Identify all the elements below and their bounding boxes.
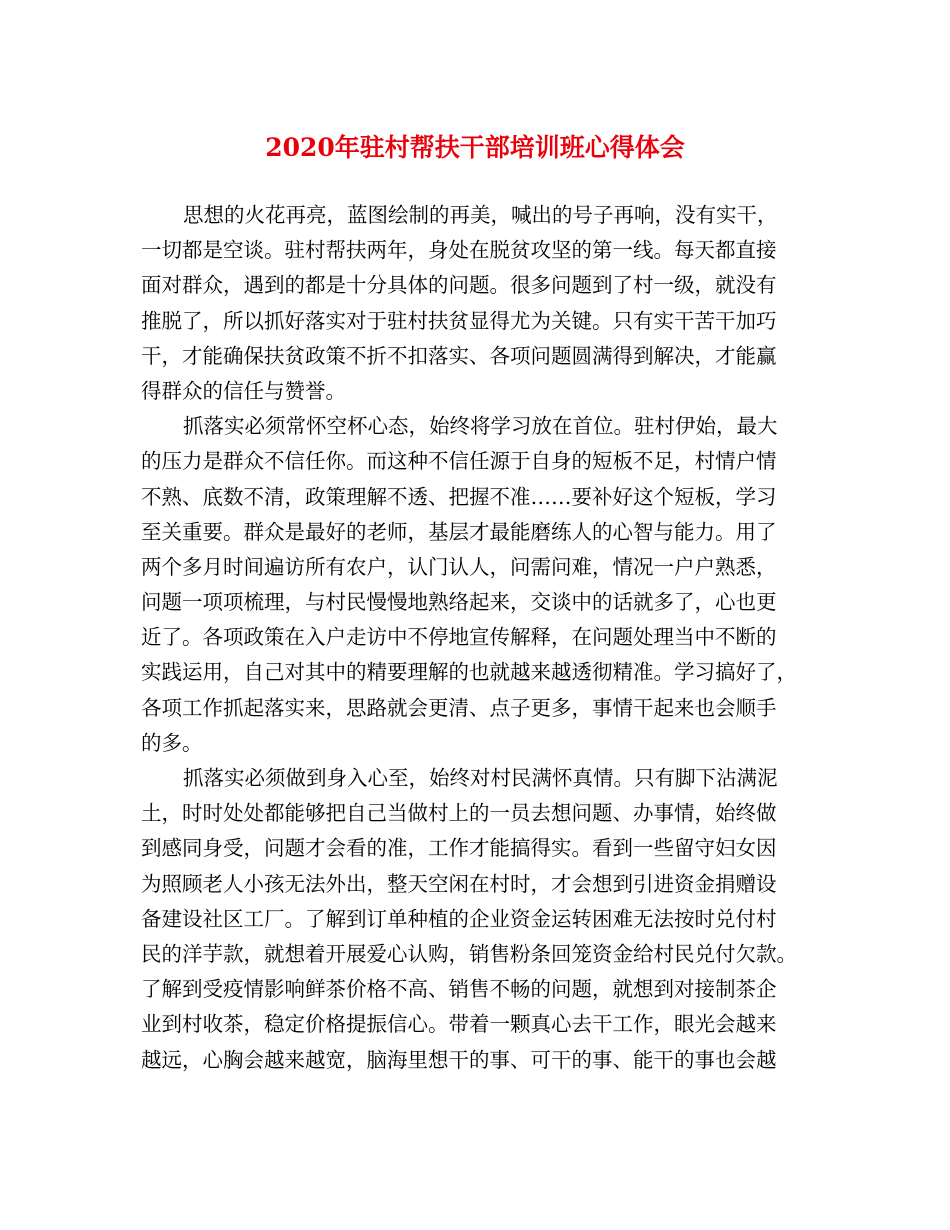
body-line: 民的洋芋款，就想着开展爱心认购，销售粉条回笼资金给村民兑付欠款。 <box>141 941 797 966</box>
body-line: 为照顾老人小孩无法外出，整天空闲在村时，才会想到引进资金捐赠设 <box>141 871 777 896</box>
body-line: 一切都是空谈。驻村帮扶两年，身处在脱贫攻坚的第一线。每天都直接 <box>141 238 777 263</box>
body-line: 不熟、底数不清，政策理解不透、把握不准……要补好这个短板，学习 <box>141 484 777 509</box>
body-line: 推脱了，所以抓好落实对于驻村扶贫显得尤为关键。只有实干苦干加巧 <box>141 308 777 333</box>
body-line: 土，时时处处都能够把自己当做村上的一员去想问题、办事情，始终做 <box>141 801 777 826</box>
body-line: 抓落实必须常怀空杯心态，始终将学习放在首位。驻村伊始，最大 <box>183 414 778 439</box>
body-line: 问题一项项梳理，与村民慢慢地熟络起来，交谈中的话就多了，心也更 <box>141 590 777 615</box>
body-line: 的压力是群众不信任你。而这种不信任源于自身的短板不足，村情户情 <box>141 449 777 474</box>
body-line: 两个多月时间遍访所有农户，认门认人，问需问难，情况一户户熟悉， <box>141 554 777 579</box>
body-line: 越远，心胸会越来越宽，脑海里想干的事、可干的事、能干的事也会越 <box>141 1047 777 1072</box>
body-line: 实践运用，自己对其中的精要理解的也就越来越透彻精准。学习搞好了， <box>141 660 797 685</box>
body-line: 的多。 <box>141 730 203 755</box>
body-line: 各项工作抓起落实来，思路就会更清、点子更多，事情干起来也会顺手 <box>141 695 777 720</box>
body-line: 到感同身受，问题才会看的准，工作才能搞得实。看到一些留守妇女因 <box>141 836 777 861</box>
document-title: 2020年驻村帮扶干部培训班心得体会 <box>265 133 685 162</box>
body-line: 了解到受疫情影响鲜茶价格不高、销售不畅的问题，就想到对接制茶企 <box>141 977 777 1002</box>
body-line: 得群众的信任与赞誉。 <box>141 378 346 403</box>
body-line: 思想的火花再亮，蓝图绘制的再美，喊出的号子再响，没有实干， <box>183 203 778 227</box>
body-line: 面对群众，遇到的都是十分具体的问题。很多问题到了村一级，就没有 <box>141 273 777 298</box>
body-line: 干，才能确保扶贫政策不折不扣落实、各项问题圆满得到解决，才能赢 <box>141 343 777 368</box>
body-line: 备建设社区工厂。了解到订单种植的企业资金运转困难无法按时兑付村 <box>141 906 777 931</box>
document-body <box>141 198 821 1078</box>
body-line: 抓落实必须做到身入心至，始终对村民满怀真情。只有脚下沾满泥 <box>183 766 778 790</box>
body-line: 业到村收茶，稳定价格提振信心。带着一颗真心去干工作，眼光会越来 <box>141 1012 777 1037</box>
body-line: 近了。各项政策在入户走访中不停地宣传解释，在问题处理当中不断的 <box>141 625 777 650</box>
body-line: 至关重要。群众是最好的老师，基层才最能磨练人的心智与能力。用了 <box>141 519 777 544</box>
